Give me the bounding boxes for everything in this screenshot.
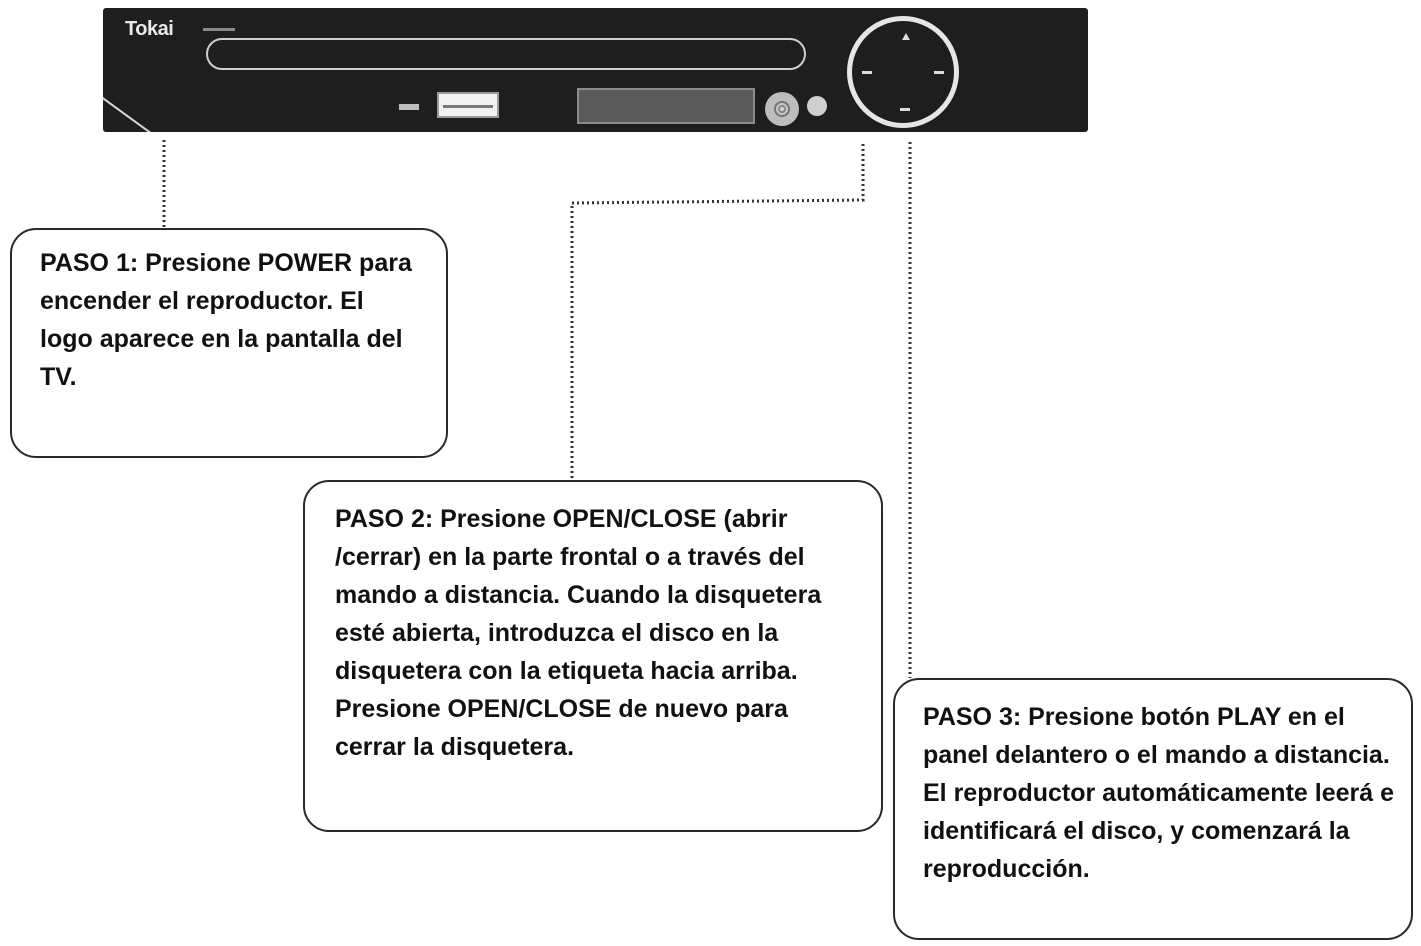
step3-callout <box>893 678 1413 940</box>
step2-text: PASO 2: Presione OPEN/CLOSE (abrir /cerrar) en la parte frontal o a través del mando a distancia. Cuando la disquetera esté abierta, introduzca el disco en la disquetera con la etiqueta hacia arriba. Presione OPEN/CLOSE de nuevo para cerrar la disquetera. <box>335 505 822 761</box>
step1-text: PASO 1: Presione POWER para encender el reproductor. El logo aparece en la pantalla del TV. <box>40 249 412 391</box>
connector-step2 <box>572 144 863 480</box>
step1-callout <box>10 228 448 458</box>
step3-text: PASO 3: Presione botón PLAY en el panel delantero o el mando a distancia. El reproductor automáticamente leerá e identificará el disco, y comenzará la reproducción. <box>923 703 1394 883</box>
brand-logo: Tokai <box>125 18 174 40</box>
step2-callout <box>303 480 883 832</box>
